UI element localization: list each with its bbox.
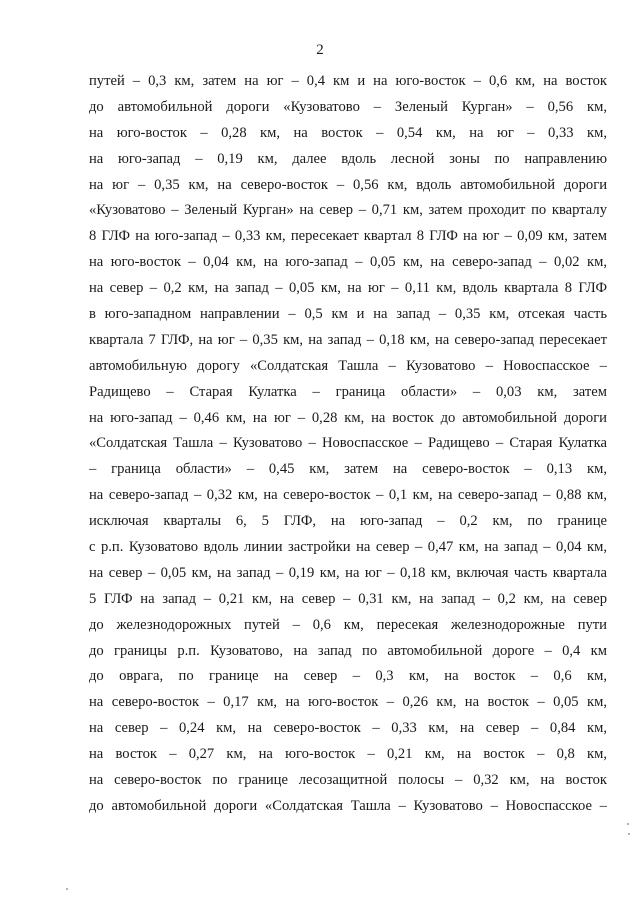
text-line: на северо-восток – 0,17 км, на юго-восток – 0,26 км, на восток – 0,05 км, <box>89 694 607 711</box>
text-line: на юг – 0,35 км, на северо-восток – 0,56 км, вдоль автомобильной дороги <box>89 176 607 193</box>
text-line: с р.п. Кузоватово вдоль линии застройки на север – 0,47 км, на запад – 0,04 км, <box>89 539 607 556</box>
text-line: на юго-запад – 0,19 км, далее вдоль лесной зоны по направлению <box>89 150 607 167</box>
text-line: на северо-запад – 0,32 км, на северо-восток – 0,1 км, на северо-запад – 0,88 км, <box>89 487 607 504</box>
body-text <box>89 69 607 820</box>
text-line: на север – 0,24 км, на северо-восток – 0,33 км, на север – 0,84 км, <box>89 720 607 737</box>
text-line: квартала 7 ГЛФ, на юг – 0,35 км, на запад – 0,18 км, на северо-запад пересекает <box>89 331 607 348</box>
text-line: «Кузоватово – Зеленый Курган» на север – 0,71 км, затем проходит по кварталу <box>89 202 607 219</box>
text-line: в юго-западном направлении – 0,5 км и на запад – 0,35 км, отсекая часть <box>89 306 607 323</box>
text-line: до оврага, по границе на север – 0,3 км, на восток – 0,6 км, <box>89 668 607 685</box>
page-number: 2 <box>316 42 324 58</box>
text-line: до границы р.п. Кузоватово, на запад по автомобильной дороге – 0,4 км <box>89 642 607 659</box>
text-line: на юго-восток – 0,04 км, на юго-запад – 0,05 км, на северо-запад – 0,02 км, <box>89 254 607 271</box>
text-line: путей – 0,3 км, затем на юг – 0,4 км и на юго-восток – 0,6 км, на восток <box>89 73 607 89</box>
text-line: до автомобильной дороги «Солдатская Ташла – Кузоватово – Новоспасское – <box>89 797 607 814</box>
text-line: – граница области» – 0,45 км, затем на северо-восток – 0,13 км, <box>89 461 607 478</box>
text-line: на юго-запад – 0,46 км, на юг – 0,28 км, на восток до автомобильной дороги <box>89 409 607 426</box>
text-line: автомобильную дорогу «Солдатская Ташла – Кузоватово – Новоспасское – <box>89 357 607 374</box>
text-line: до железнодорожных путей – 0,6 км, пересекая железнодорожные пути <box>89 616 607 633</box>
text-line: на север – 0,2 км, на запад – 0,05 км, на юг – 0,11 км, вдоль квартала 8 ГЛФ <box>89 280 607 297</box>
text-line: на восток – 0,27 км, на юго-восток – 0,21 км, на восток – 0,8 км, <box>89 746 607 763</box>
scan-speck <box>66 888 68 890</box>
text-line: на север – 0,05 км, на запад – 0,19 км, на юг – 0,18 км, включая часть квартала <box>89 564 607 581</box>
text-line: 8 ГЛФ на юго-запад – 0,33 км, пересекает квартал 8 ГЛФ на юг – 0,09 км, затем <box>89 228 607 245</box>
text-line: на северо-восток по границе лесозащитной полосы – 0,32 км, на восток <box>89 772 607 789</box>
text-line: исключая кварталы 6, 5 ГЛФ, на юго-запад – 0,2 км, по границе <box>89 513 607 530</box>
scan-speck <box>628 833 630 835</box>
scan-speck <box>627 823 629 825</box>
text-line: на юго-восток – 0,28 км, на восток – 0,54 км, на юг – 0,33 км, <box>89 124 607 141</box>
text-line: 5 ГЛФ на запад – 0,21 км, на север – 0,31 км, на запад – 0,2 км, на север <box>89 590 607 607</box>
text-line: до автомобильной дороги «Кузоватово – Зеленый Курган» – 0,56 км, <box>89 98 607 115</box>
text-line: «Солдатская Ташла – Кузоватово – Новоспасское – Радищево – Старая Кулатка <box>89 435 607 452</box>
text-line: Радищево – Старая Кулатка – граница области» – 0,03 км, затем <box>89 383 607 400</box>
